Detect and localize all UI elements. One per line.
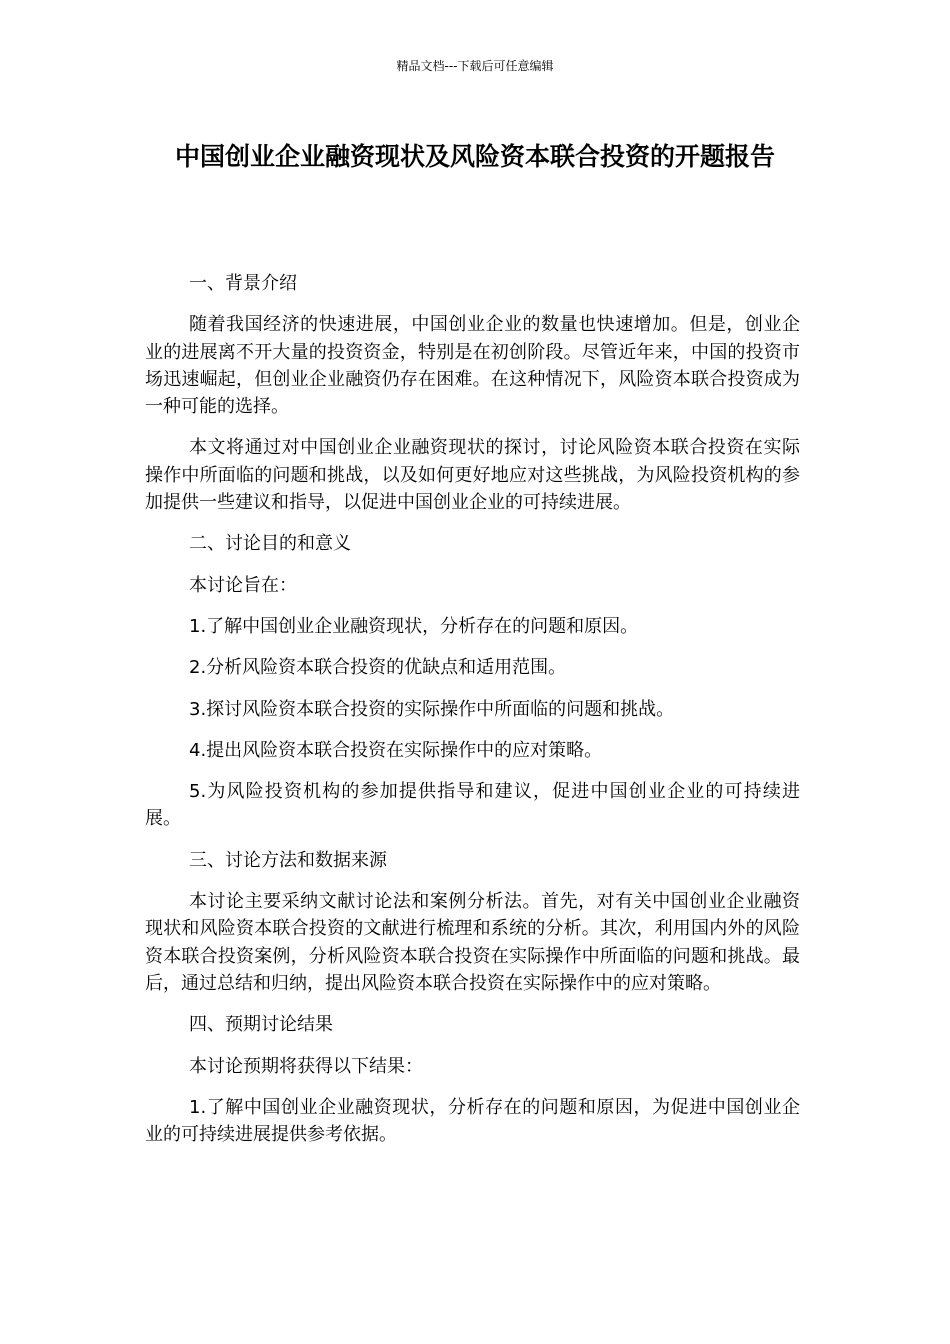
page-header-note: 精品文档---下载后可任意编辑 [396,59,554,73]
body-paragraph: 本讨论预期将获得以下结果： [189,1055,423,1077]
section-heading-expected-results: 四、预期讨论结果 [189,1014,333,1036]
list-item: 3.探讨风险资本联合投资的实际操作中所面临的问题和挑战。 [189,698,675,720]
body-paragraph: 本讨论旨在： [189,574,297,596]
list-item: 1.了解中国创业企业融资现状，分析存在的问题和原因，为促进中国创业企业的可持续进展提供参考依据。 [145,1096,800,1146]
body-paragraph: 本讨论主要采纳文献讨论法和案例分析法。首先，对有关中国创业企业融资现状和风险资本联合投资的文献进行梳理和系统的分析。其次，利用国内外的风险资本联合投资案例，分析风险资本联合投资在实际操作中所面临的问题和挑战。最后，通过总结和归纳，提出风险资本联合投资在实际操作中的应对策略。 [145,891,800,994]
document-body [145,270,800,1162]
list-item: 4.提出风险资本联合投资在实际操作中的应对策略。 [189,739,603,761]
document-title: 中国创业企业融资现状及风险资本联合投资的开题报告 [174,142,775,171]
list-item: 2.分析风险资本联合投资的优缺点和适用范围。 [189,657,567,679]
list-item: 5.为风险投资机构的参加提供指导和建议，促进中国创业企业的可持续进展。 [145,781,800,830]
list-item: 1.了解中国创业企业融资现状，分析存在的问题和原因。 [189,615,639,637]
section-heading-method: 三、讨论方法和数据来源 [189,849,387,871]
body-paragraph: 本文将通过对中国创业企业融资现状的探讨，讨论风险资本联合投资在实际操作中所面临的问题和挑战，以及如何更好地应对这些挑战，为风险投资机构的参加提供一些建议和指导，以促进中国创业企业的可持续进展。 [145,437,800,514]
body-paragraph: 随着我国经济的快速进展，中国创业企业的数量也快速增加。但是，创业企业的进展离不开大量的投资资金，特别是在初创阶段。尽管近年来，中国的投资市场迅速崛起，但创业企业融资仍存在困难。在这种情况下，风险资本联合投资成为一种可能的选择。 [145,314,800,418]
section-heading-background: 一、背景介绍 [189,273,297,294]
section-heading-purpose: 二、讨论目的和意义 [189,533,351,555]
